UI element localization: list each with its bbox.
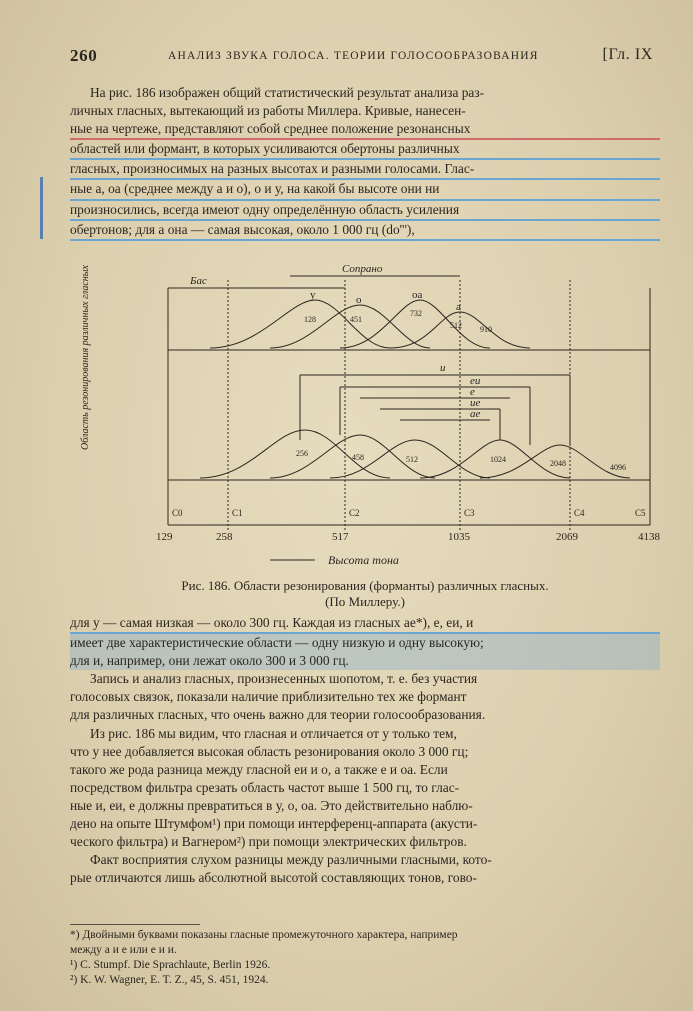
caption-line: (По Миллеру.) (325, 594, 405, 609)
text-line: такого же рода разница между гласной еи и о, а также е и оа. Если (70, 761, 448, 777)
vowel-label: ае (470, 408, 481, 420)
text-line: ные и, еи, е должны превратиться в у, о, оа. Это действительно наблю- (70, 797, 473, 813)
text-line: На рис. 186 изображен общий статистический результат анализа раз- (90, 85, 485, 100)
text-line: что у нее добавляется высокая область резонирования около 3 000 гц; (70, 743, 469, 759)
soprano-label: Сопрано (342, 263, 383, 275)
freq-label: 4138 (638, 531, 660, 543)
x-axis-label: Высота тона (328, 553, 399, 567)
chapter-mark: [Гл. IX (602, 46, 653, 63)
formant-curve-oa (340, 300, 490, 348)
text-line: гласных, произносимых на разных высотах и разными голосами. Глас- (70, 160, 660, 180)
value-label: 256 (296, 449, 308, 458)
footnote: ¹) C. Stumpf. Die Sprachlaute, Berlin 1926. (70, 959, 271, 971)
note-label: C2 (349, 508, 360, 518)
text-line: рые отличаются лишь абсолютной высотой составляющих тонов, гово- (70, 870, 477, 886)
value-label: 4096 (610, 463, 626, 472)
value-label: 1024 (490, 455, 506, 464)
formant-curve-u (210, 300, 390, 348)
value-label: 451 (350, 315, 362, 324)
text-line: областей или формант, в которых усиливаются обертоны различных (70, 140, 660, 160)
text-line: посредством фильтра срезать область частот выше 1 500 гц, то глас- (70, 779, 460, 795)
caption-line: Рис. 186. Области резонирования (форманты) различных гласных. (181, 578, 549, 593)
footnote: между а и е или е и и. (70, 944, 177, 956)
margin-highlight-bar (40, 177, 43, 239)
text-line: Из рис. 186 мы видим, что гласная и отличается от у только тем, (90, 725, 457, 741)
text-line: личных гласных, вытекающий из работы Миллера. Кривые, нанесен- (70, 103, 466, 119)
note-label: C4 (574, 508, 585, 518)
text-line: ные на чертеже, представляют собой среднее положение резонансных (70, 120, 660, 140)
footnotes (70, 924, 660, 988)
top-paragraph (70, 84, 660, 241)
note-label: C1 (232, 508, 243, 518)
text-line: для различных гласных, что очень важно для теории голосообразования. (70, 707, 486, 723)
bass-label: Бас (190, 275, 207, 287)
vowel-label: ие (470, 397, 481, 409)
text-line: для и, например, они лежат около 300 и 3 000 гц. (70, 652, 660, 670)
formant-figure (60, 240, 680, 585)
figure-caption (70, 578, 660, 610)
text-line: Запись и анализ гласных, произнесенных шопотом, т. е. без участия (90, 671, 478, 687)
vowel-label: а (456, 301, 461, 313)
vowel-label: е (470, 386, 475, 398)
vowel-label: о (356, 294, 362, 306)
running-title: АНАЛИЗ ЗВУКА ГОЛОСА. ТЕОРИИ ГОЛОСООБРАЗОВАНИЯ (168, 50, 539, 62)
vowel-label: и (440, 362, 446, 374)
value-label: 2048 (550, 459, 566, 468)
text-line: для у — самая низкая — около 300 гц. Каждая из гласных ае*), е, еи, и (70, 614, 660, 634)
vowel-label: еи (470, 375, 481, 387)
value-label: 128 (304, 315, 316, 324)
freq-label: 517 (332, 531, 349, 543)
value-label: 732 (410, 309, 422, 318)
text-line: имеет две характеристические области — одну низкую и одну высокую; (70, 634, 660, 652)
value-label: 458 (352, 453, 364, 462)
vowel-label: оа (412, 289, 423, 301)
footnote-rule (70, 924, 200, 925)
text-line: обертонов; для а она — самая высокая, около 1 000 гц (do'''), (70, 221, 660, 241)
freq-label: 129 (156, 531, 173, 543)
vowel-label: у (310, 289, 316, 301)
text-line: произносились, всегда имеют одну определённую область усиления (70, 201, 660, 221)
y-axis-label: Область резонирования различных гласных (80, 265, 91, 450)
value-label: 910 (480, 325, 492, 334)
page-header (70, 46, 653, 68)
text-line: ческого фильтра) и Вагнером²) при помощи электрических фильтров. (70, 834, 467, 850)
freq-label: 258 (216, 531, 233, 543)
text-line: Факт восприятия слухом разницы между различными гласными, кото- (90, 852, 492, 868)
freq-label: 1035 (448, 531, 470, 543)
text-line: голосовых связок, показали наличие приблизительно тех же формант (70, 689, 467, 705)
value-label: 512 (450, 321, 462, 330)
value-label: 512 (406, 455, 418, 464)
footnote: ²) K. W. Wagner, E. T. Z., 45, S. 451, 1924. (70, 974, 269, 986)
text-line: дено на опыте Штумфом¹) при помощи интерференц-аппарата (акусти- (70, 816, 478, 832)
freq-label: 2069 (556, 531, 578, 543)
text-line: ные а, оа (среднее между а и о), о и у, на какой бы высоте они ни (70, 180, 660, 200)
bottom-paragraph (70, 614, 660, 887)
page-number: 260 (70, 46, 98, 65)
formant-curve-o (270, 305, 430, 348)
note-label: C3 (464, 508, 475, 518)
note-label: C0 (172, 508, 183, 518)
footnote: *) Двойными буквами показаны гласные промежуточного характера, например (70, 929, 458, 941)
note-label: C5 (635, 508, 646, 518)
